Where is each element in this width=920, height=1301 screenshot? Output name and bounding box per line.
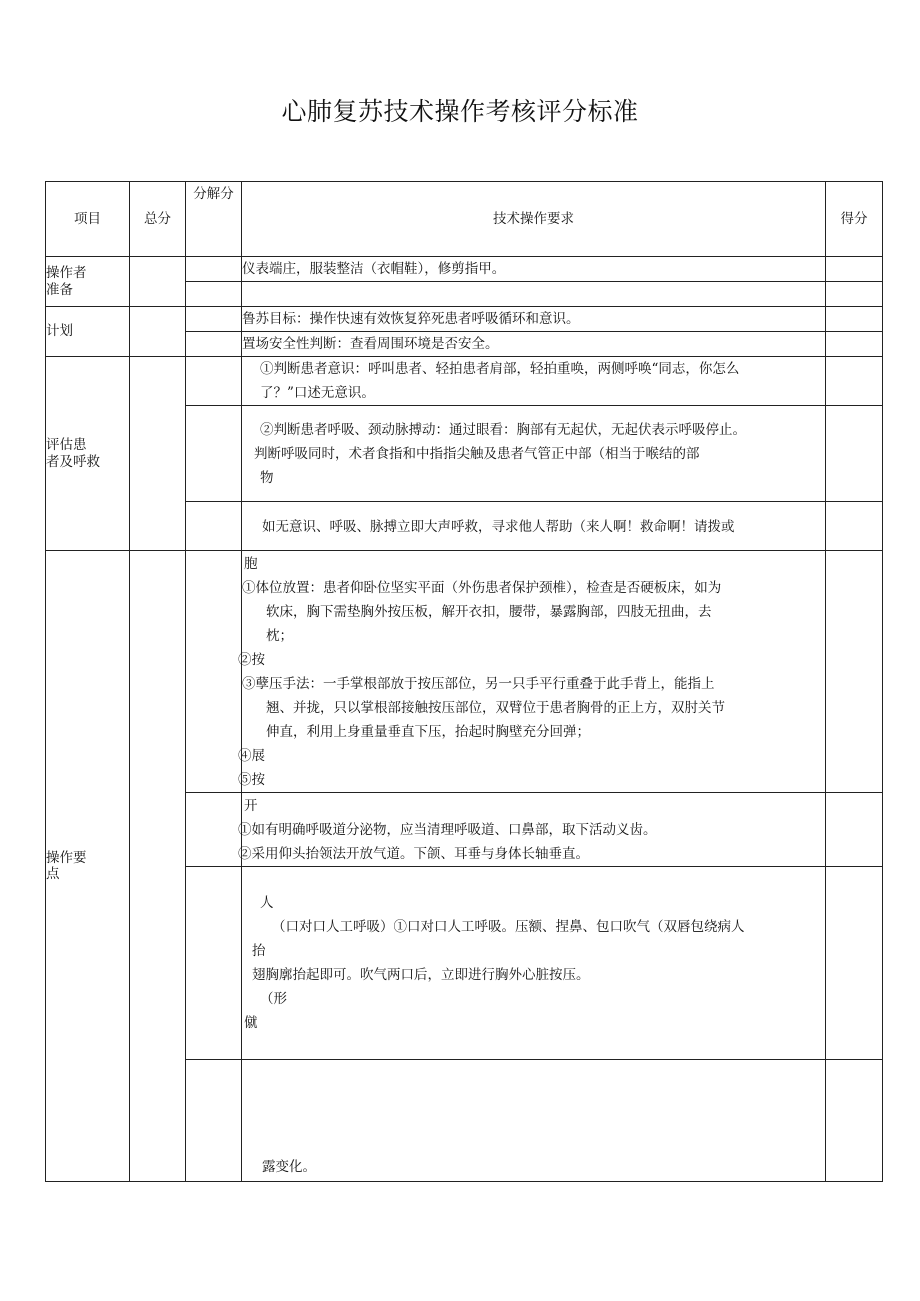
section-label-plan: 计划 <box>46 307 130 357</box>
total-cell <box>130 257 186 307</box>
section-label-ops <box>46 551 130 1182</box>
requirement-text: 如无意识、呼吸、脉搏立即大声呼救，寻求他人帮助（来人啊！救命啊！请拨或 <box>262 519 735 535</box>
split-cell <box>186 332 242 357</box>
requirement-text: 开 <box>244 797 258 814</box>
requirement-text: 置场安全性判断：查看周围环境是否安全。 <box>242 336 499 352</box>
requirement-text: 仪表端庄，服装整洁（衣帽鞋），修剪指甲。 <box>242 261 506 277</box>
requirement-text: 物 <box>260 469 274 486</box>
label-line: 点 <box>46 866 60 882</box>
score-cell <box>826 257 883 282</box>
split-cell <box>186 551 242 793</box>
split-cell <box>186 282 242 307</box>
requirement-text: 软床，胸下需垫胸外按压板，解开衣扣，腰带，暴露胸部，四肢无扭曲，去 <box>266 603 712 620</box>
header-score: 得分 <box>826 182 883 257</box>
score-cell <box>826 282 883 307</box>
requirement-cell <box>242 406 826 502</box>
score-cell <box>826 357 883 406</box>
requirement-cell <box>242 332 826 357</box>
scoring-table <box>45 181 883 1182</box>
requirement-cell <box>242 1060 826 1182</box>
requirement-text: ②采用仰头抬领法开放气道。下颌、耳垂与身体长轴垂直。 <box>238 845 589 862</box>
score-cell <box>826 551 883 793</box>
total-cell <box>130 357 186 551</box>
label-line: 操作者 <box>46 265 87 282</box>
header-total: 总分 <box>130 182 186 257</box>
requirement-text: ⑤按 <box>238 771 265 788</box>
requirement-cell <box>238 551 826 793</box>
split-cell <box>186 357 242 406</box>
requirement-cell <box>242 257 826 282</box>
page-title: 心肺复苏技术操作考核评分标准 <box>281 97 639 126</box>
requirement-cell <box>242 307 826 332</box>
requirement-text: ①如有明确呼吸道分泌物，应当清理呼吸道、口鼻部，取下活动义齿。 <box>238 821 657 838</box>
requirement-text: 鲁苏目标：操作快速有效恢复猝死患者呼吸循环和意识。 <box>242 311 580 327</box>
header-split: 分解分 <box>186 182 242 257</box>
total-cell <box>130 551 186 1182</box>
score-cell <box>826 502 883 551</box>
split-cell <box>186 867 242 1060</box>
score-cell <box>826 793 883 867</box>
split-cell <box>186 307 242 332</box>
split-cell <box>186 793 242 867</box>
requirement-text: ②按 <box>238 651 265 668</box>
requirement-text: 露变化。 <box>262 1159 316 1175</box>
table-row <box>46 551 883 793</box>
requirement-cell <box>242 867 826 1060</box>
table-row <box>46 257 883 282</box>
score-cell <box>826 867 883 1060</box>
requirement-cell <box>242 502 826 551</box>
header-row <box>46 182 883 257</box>
requirement-cell <box>242 357 826 406</box>
table-row <box>46 357 883 406</box>
split-cell <box>186 257 242 282</box>
requirement-text: ①体位放置：患者仰卧位坚实平面（外伤患者保护颈椎），检查是否硬板床，如为 <box>242 579 722 596</box>
header-item: 项目 <box>46 182 130 257</box>
requirement-text: （口对口人工呼吸）①口对口人工呼吸。压额、捏鼻、包口吹气（双唇包绕病人 <box>272 919 745 935</box>
requirement-text: ②判断患者呼吸、颈动脉搏动：通过眼看：胸部有无起伏，无起伏表示呼吸停止。 <box>260 421 746 438</box>
section-label-prep <box>46 257 130 307</box>
section-label-assess <box>46 357 130 551</box>
requirement-text: 判断呼吸同时，术者食指和中指指尖触及患者气管正中部（相当于喉结的部 <box>254 445 700 462</box>
requirement-cell <box>242 282 826 307</box>
requirement-text: ①判断患者意识：呼叫患者、轻拍患者肩部，轻拍重唤，两侧呼唤“同志，你怎么 <box>260 361 740 377</box>
total-cell <box>130 307 186 357</box>
requirement-text: 翅胸廓抬起即可。吹气两口后，立即进行胸外心脏按压。 <box>252 967 590 983</box>
score-cell <box>826 1060 883 1182</box>
requirement-text: （形 <box>260 991 287 1007</box>
label-line: 准备 <box>46 281 73 298</box>
requirement-text: 枕； <box>266 627 293 644</box>
score-cell <box>826 307 883 332</box>
split-cell <box>186 502 242 551</box>
requirement-text: 人 <box>260 895 274 911</box>
requirement-text: 了？”口述无意识。 <box>260 385 375 401</box>
header-requirements: 技术操作要求 <box>242 182 826 257</box>
requirement-text: 抬 <box>252 943 266 959</box>
requirement-cell <box>238 793 826 867</box>
requirement-text: ④展 <box>238 747 265 764</box>
requirement-text: ③孽压手法：一手掌根部放于按压部位，另一只手平行重叠于此手背上，能指上 <box>242 675 715 692</box>
split-cell <box>186 1060 242 1182</box>
table-row <box>46 307 883 332</box>
requirement-text: 胞 <box>244 555 258 572</box>
label-line: 者及呼救 <box>46 453 100 470</box>
requirement-text: 伸直，利用上身重量垂直下压，抬起时胸壁充分回弹； <box>266 723 590 740</box>
score-cell <box>826 406 883 502</box>
label-line: 操作要 <box>46 849 87 866</box>
requirement-text: 僦 <box>244 1015 258 1031</box>
split-cell <box>186 406 242 502</box>
requirement-text: 翘、并拢，只以掌根部接触按压部位，双臂位于患者胸骨的正上方，双肘关节 <box>266 699 725 716</box>
label-line: 评估患 <box>46 437 87 454</box>
score-cell <box>826 332 883 357</box>
